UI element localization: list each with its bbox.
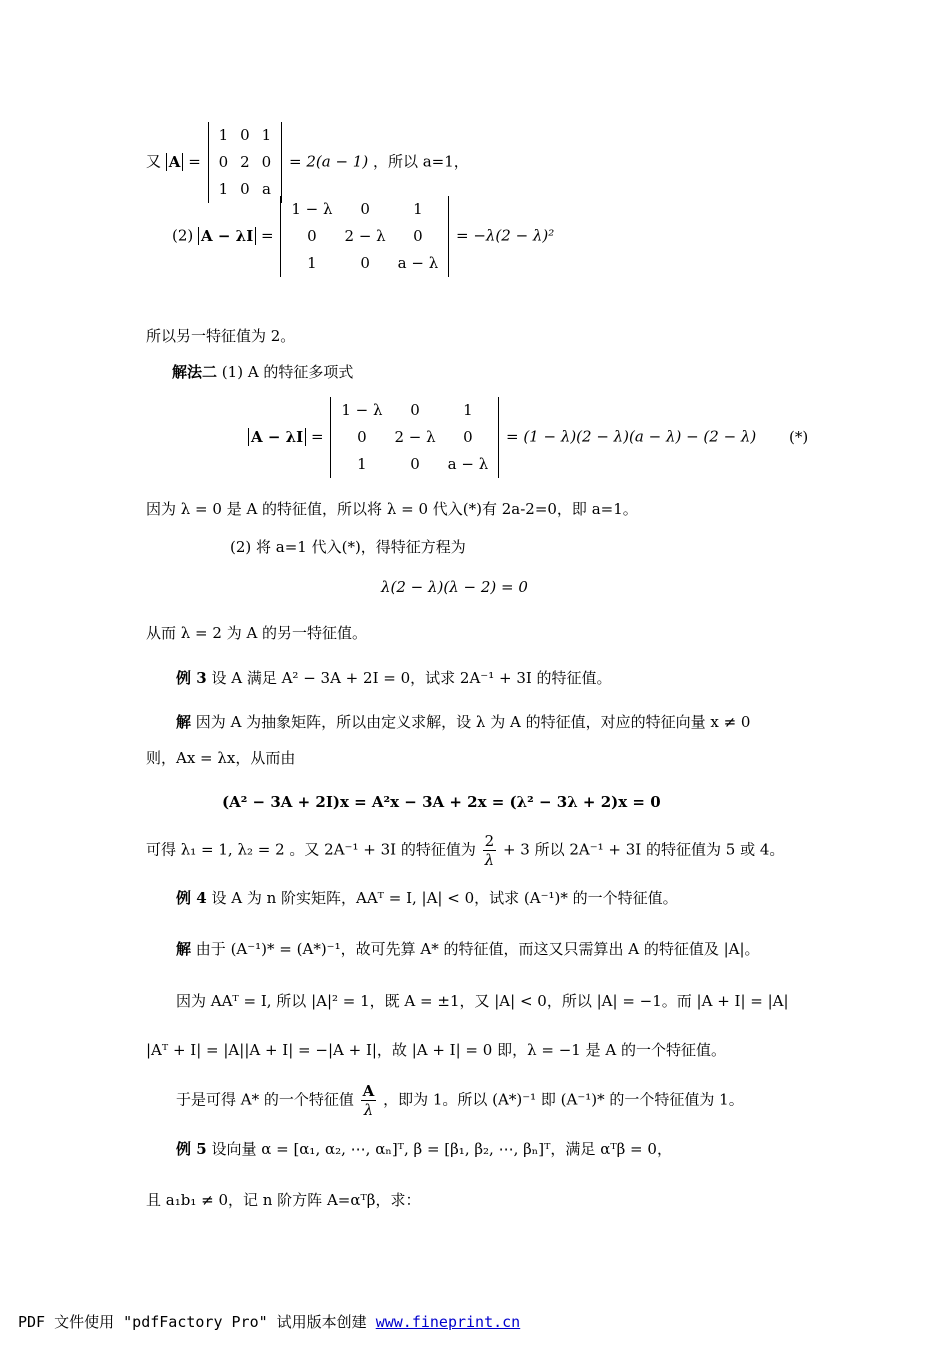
abs-lhs: A − λI — [198, 227, 256, 245]
matrix-cell: a − λ — [447, 455, 489, 473]
equation: (A² − 3A + 2I)x = A²x − 3A + 2x = (λ² − 3λ + 2)x = 0 — [222, 793, 661, 811]
equals: = — [261, 226, 274, 245]
det-suffix: ，所以 a=1， — [372, 152, 469, 171]
matrix-cell: 1 − λ — [341, 401, 383, 419]
matrix-cell: 2 − λ — [394, 428, 436, 446]
solution-text: 由于 (A⁻¹)* = (A*)⁻¹，故可先算 A* 的特征值，而这又只需算出 A 的特征值及 |A|。 — [195, 940, 760, 958]
example-text: 设 A 满足 A² − 3A + 2I = 0，试求 2A⁻¹ + 3I 的特征值。 — [211, 669, 612, 687]
det-a-line — [146, 122, 469, 203]
matrix-cell: 1 — [413, 200, 423, 218]
matrix-cell: 1 — [463, 401, 473, 419]
matrix-cell: 1 — [218, 180, 229, 198]
matrix-cell: 0 — [357, 428, 367, 446]
det-rhs: = −λ(2 − λ)² — [456, 226, 555, 245]
numerator: A — [362, 1082, 375, 1100]
matrix-cell: 0 — [463, 428, 473, 446]
numerator: 2 — [484, 832, 495, 850]
example-label: 例 4 — [176, 889, 207, 907]
matrix-cell: 0 — [240, 126, 250, 144]
matrix-cell: 0 — [360, 200, 370, 218]
matrix-cell: 2 − λ — [344, 227, 386, 245]
text-post: ，即为 1。所以 (A*)⁻¹ 即 (A⁻¹)* 的一个特征值为 1。 — [383, 1090, 744, 1109]
matrix-cell: a − λ — [397, 254, 439, 272]
example-text: 设 A 为 n 阶实矩阵，AAᵀ = I, |A| < 0，试求 (A⁻¹)* 的一个特征值。 — [211, 889, 678, 907]
fraction — [483, 832, 497, 869]
det-rhs: = (1 − λ)(2 − λ)(a − λ) − (2 − λ) — [505, 427, 757, 446]
equals: = — [188, 152, 201, 171]
solution-3-a — [176, 712, 750, 732]
solution-label: 解 — [176, 713, 192, 731]
paragraph: 且 a₁b₁ ≠ 0，记 n 阶方阵 A=αᵀβ，求： — [146, 1191, 421, 1209]
denominator: λ — [363, 1101, 374, 1119]
matrix-cell: 1 − λ — [291, 200, 333, 218]
example-5 — [176, 1139, 672, 1159]
paragraph: 因为 AAᵀ = I, 所以 |A|² = 1，既 A = ±1，又 |A| < 0，所以 |A| = −1。而 |A + I| = |A| — [176, 992, 789, 1010]
matrix-cell: 0 — [413, 227, 423, 245]
matrix-cell: 2 — [240, 153, 250, 171]
footer-text: PDF 文件使用 "pdfFactory Pro" 试用版本创建 — [18, 1313, 367, 1331]
matrix-cell: 0 — [240, 180, 250, 198]
paragraph: |Aᵀ + I| = |A||A + I| = −|A + I|，故 |A + I| = 0 即，λ = −1 是 A 的一个特征值。 — [146, 1041, 726, 1059]
paragraph: 因为 λ = 0 是 A 的特征值，所以将 λ = 0 代入(*)有 2a-2=0，即 a=1。 — [146, 500, 638, 518]
method-label: 解法二 — [172, 363, 218, 381]
fraction — [361, 1082, 377, 1119]
solution-3-d — [146, 832, 784, 869]
matrix-cell: 0 — [261, 153, 272, 171]
paragraph: 从而 λ = 2 为 A 的另一特征值。 — [146, 624, 368, 642]
paragraph: 所以另一特征值为 2。 — [146, 327, 296, 345]
solution-label: 解 — [176, 940, 192, 958]
matrix-cell: 1 — [218, 126, 229, 144]
pdf-footer — [18, 1312, 520, 1332]
paragraph: 则，Ax = λx，从而由 — [146, 749, 296, 767]
solution-text: 因为 A 为抽象矩阵，所以由定义求解，设 λ 为 A 的特征值，对应的特征向量 x ≠ 0 — [195, 713, 751, 731]
equals: = — [310, 427, 324, 446]
method-two-heading — [172, 362, 353, 382]
text-post: + 3 所以 2A⁻¹ + 3I 的特征值为 5 或 4。 — [502, 840, 785, 859]
det-rhs: = 2(a − 1) — [289, 152, 369, 171]
equation: λ(2 − λ)(λ − 2) = 0 — [381, 578, 528, 596]
example-3 — [176, 668, 612, 688]
determinant-3 — [330, 397, 499, 478]
prefix-text: 又 — [146, 152, 162, 171]
char-poly-line-2 — [248, 397, 808, 478]
matrix-cell: 1 — [357, 455, 367, 473]
matrix-cell: 0 — [218, 153, 229, 171]
equation-tag: (*) — [789, 427, 809, 446]
denominator: λ — [484, 851, 495, 869]
matrix-cell: a — [261, 180, 271, 198]
example-label: 例 3 — [176, 669, 207, 687]
matrix-cell: 0 — [307, 227, 317, 245]
solution-4-a — [176, 939, 760, 959]
matrix-cell: 0 — [360, 254, 370, 272]
text-pre: 于是可得 A* 的一个特征值 — [176, 1090, 354, 1109]
footer-link[interactable]: www.fineprint.cn — [375, 1313, 521, 1331]
matrix-cell: 1 — [307, 254, 317, 272]
determinant-2 — [280, 196, 449, 277]
part-label: (2) — [172, 226, 194, 245]
matrix-cell: 0 — [410, 401, 420, 419]
paragraph: (2) 将 a=1 代入(*)，得特征方程为 — [230, 538, 466, 556]
abs-lhs: A − λI — [248, 428, 306, 446]
text-pre: 可得 λ₁ = 1, λ₂ = 2 。又 2A⁻¹ + 3I 的特征值为 — [146, 840, 476, 859]
example-text: 设向量 α = [α₁, α₂, ⋯, αₙ]ᵀ, β = [β₁, β₂, ⋯, βₙ]ᵀ，满足 αᵀβ = 0， — [211, 1140, 672, 1158]
solution-4-d — [176, 1082, 744, 1119]
matrix-cell: 1 — [261, 126, 272, 144]
abs-a: A — [166, 153, 184, 171]
char-poly-line-1 — [172, 196, 554, 277]
matrix-cell: 0 — [410, 455, 420, 473]
example-4 — [176, 888, 678, 908]
method-text: (1) A 的特征多项式 — [221, 363, 354, 381]
example-label: 例 5 — [176, 1140, 207, 1158]
determinant-1 — [208, 122, 283, 203]
